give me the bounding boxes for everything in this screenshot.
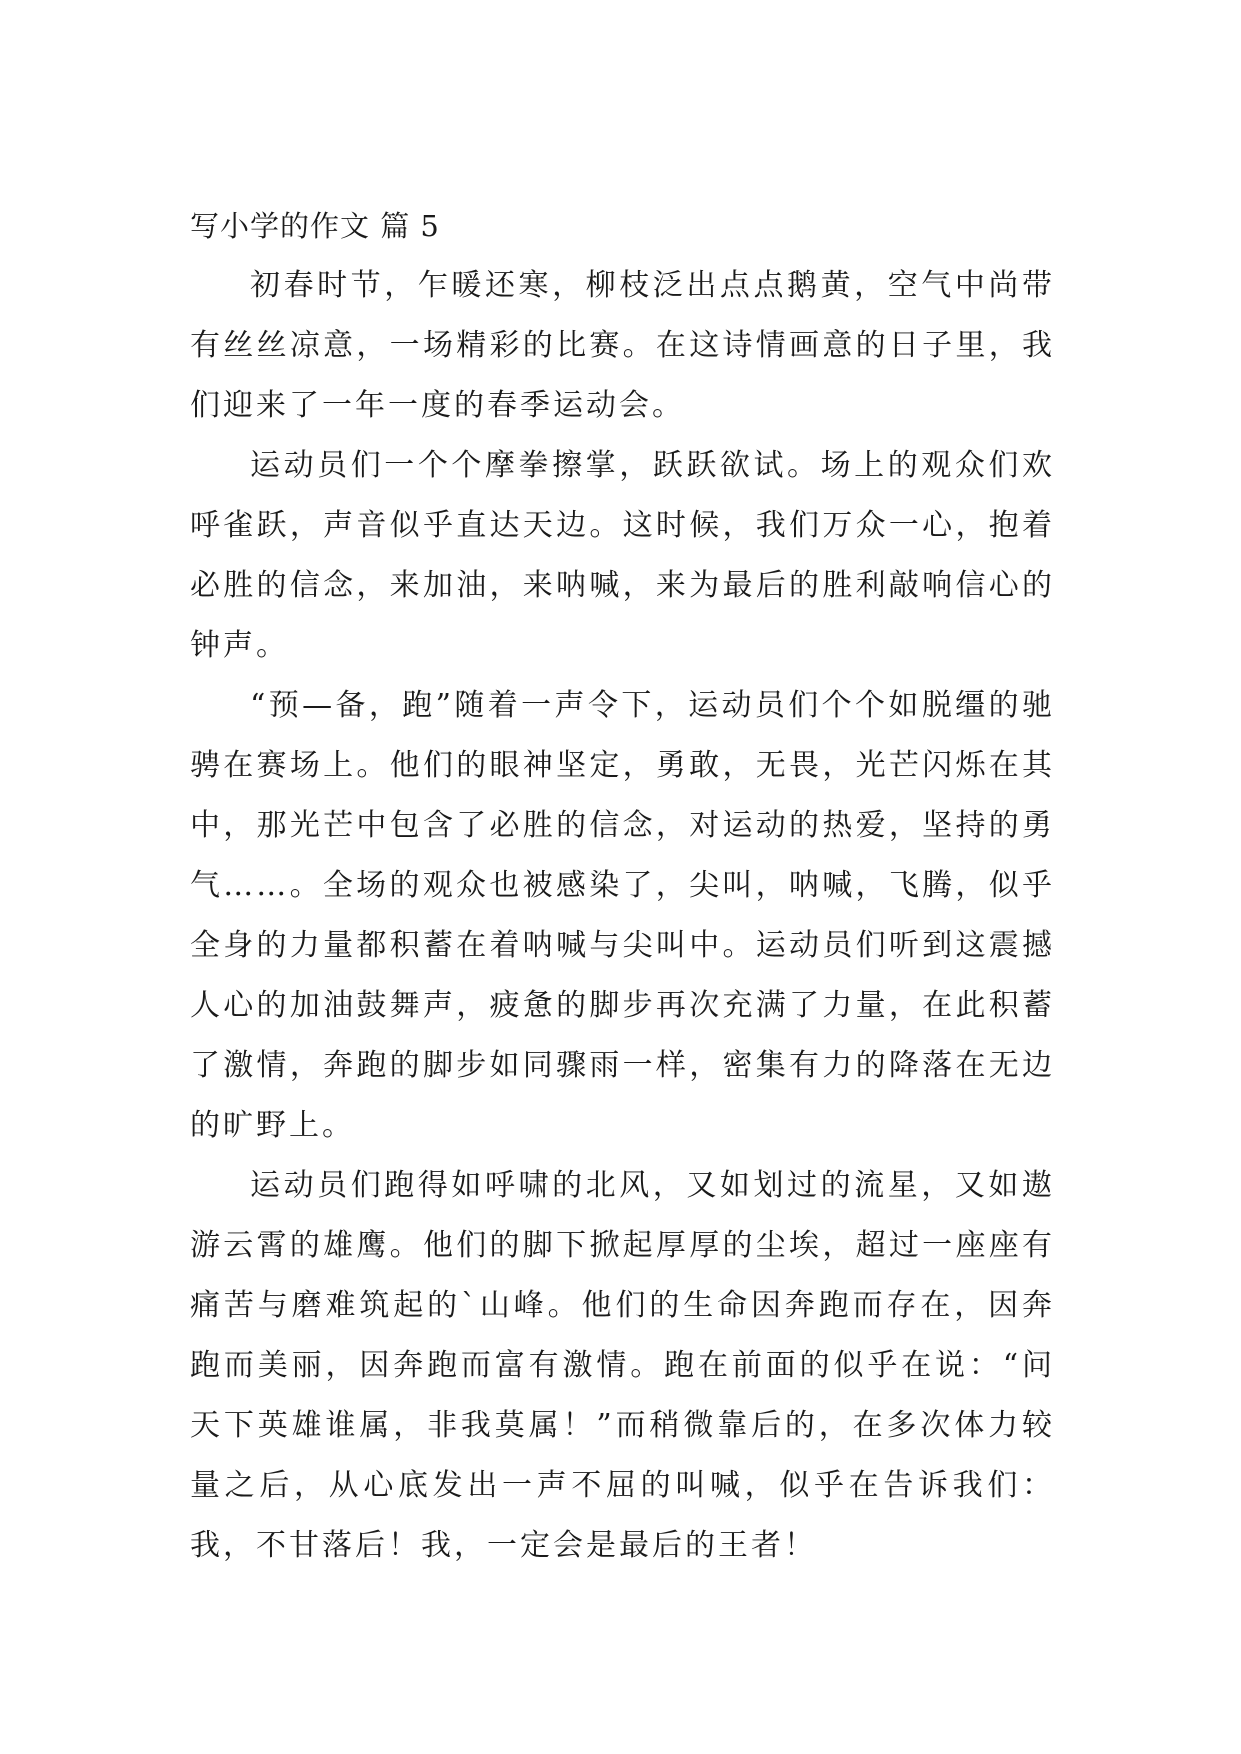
paragraph-3: “预—备，跑”随着一声令下，运动员们个个如脱缰的驰骋在赛场上。他们的眼神坚定，勇敢，无畏，光芒闪烁在其中，那光芒中包含了必胜的信念，对运动的热爱，坚持的勇气……。全场的观众也被感染了，尖叫，呐喊，飞腾，似乎全身的力量都积蓄在着呐喊与尖叫中。运动员们听到这震撼人心的加油鼓舞声，疲惫的脚步再次充满了力量，在此积蓄了激情，奔跑的脚步如同骤雨一样，密集有力的降落在无边的旷野上。 bbox=[190, 688, 1055, 1143]
essay-title: 写小学的作文 篇 5 bbox=[190, 209, 440, 243]
paragraph-2: 运动员们一个个摩拳擦掌，跃跃欲试。场上的观众们欢呼雀跃，声音似乎直达天边。这时候，我们万众一心，抱着必胜的信念，来加油，来呐喊，来为最后的胜利敲响信心的钟声。 bbox=[190, 448, 1055, 663]
paragraph-4: 运动员们跑得如呼啸的北风，又如划过的流星，又如遨游云霄的雄鹰。他们的脚下掀起厚厚的尘埃，超过一座座有痛苦与磨难筑起的`山峰。他们的生命因奔跑而存在，因奔跑而美丽，因奔跑而富有激情。跑在前面的似乎在说：“问天下英雄谁属，非我莫属！”而稍微靠后的，在多次体力较量之后，从心底发出一声不屈的叫喊，似乎在告诉我们：我，不甘落后！我，一定会是最后的王者！ bbox=[190, 1168, 1055, 1563]
paragraph-1: 初春时节，乍暖还寒，柳枝泛出点点鹅黄，空气中尚带有丝丝凉意，一场精彩的比赛。在这诗情画意的日子里，我们迎来了一年一度的春季运动会。 bbox=[190, 268, 1055, 423]
essay-body bbox=[190, 196, 1055, 1576]
